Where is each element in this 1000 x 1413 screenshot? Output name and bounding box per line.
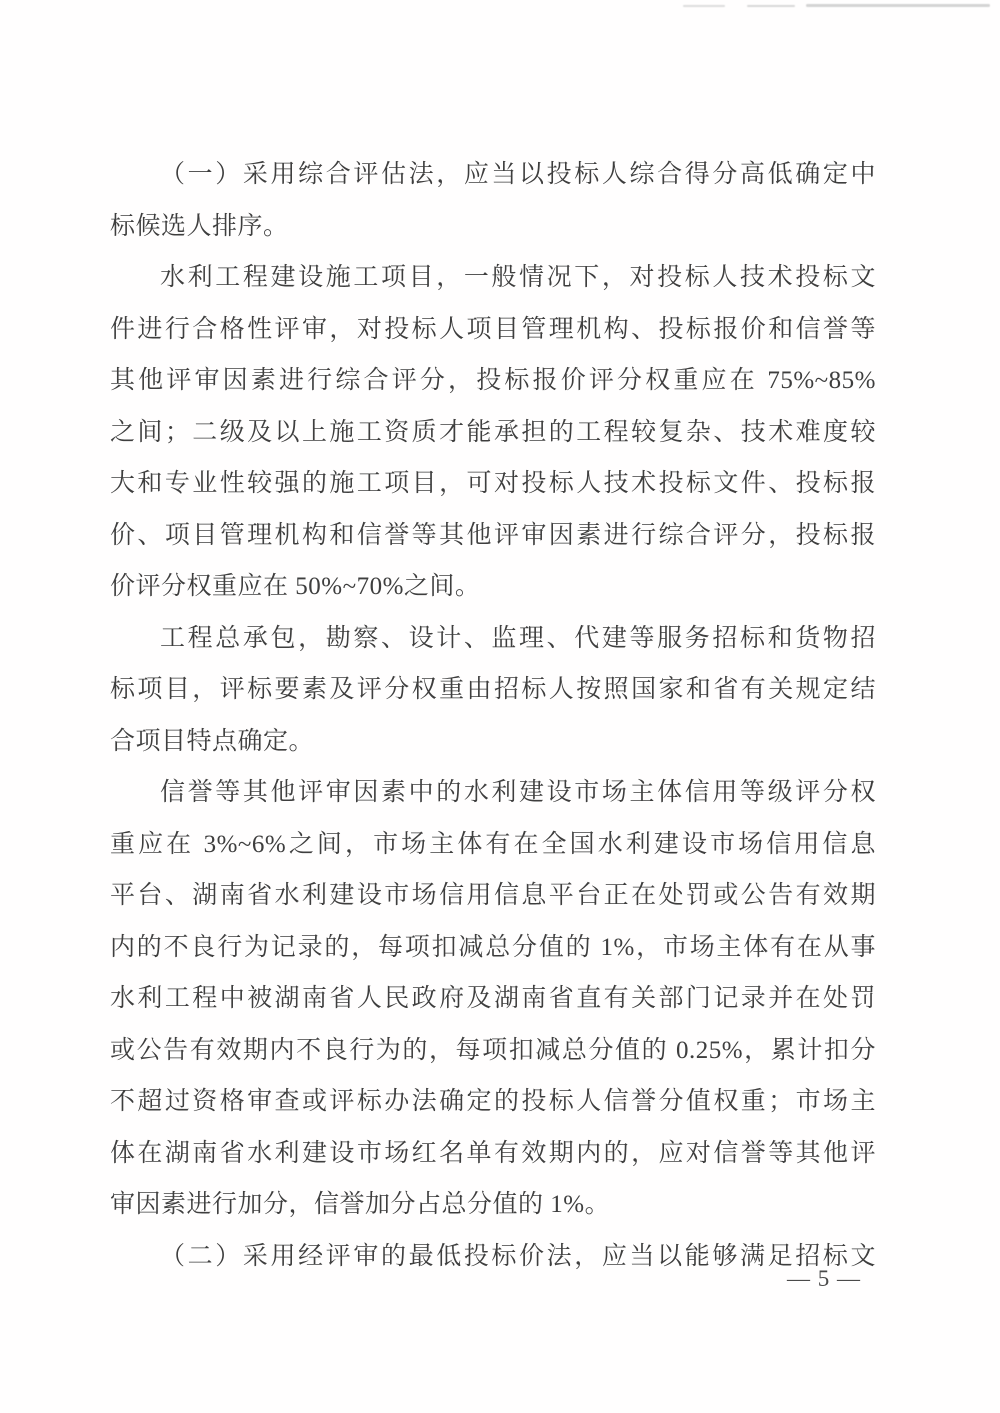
text-line: 重应在 3%~6%之间，市场主体有在全国水利建设市场信用信息 — [110, 830, 876, 858]
text-line: 件进行合格性评审，对投标人项目管理机构、投标报价和信誉等 — [110, 315, 876, 343]
body-text — [110, 149, 876, 1282]
scan-artifact — [683, 5, 725, 7]
text-line: 水利工程建设施工项目，一般情况下，对投标人技术投标文 — [160, 264, 876, 291]
text-line: 体在湖南省水利建设市场红名单有效期内的，应对信誉等其他评 — [110, 1139, 876, 1167]
text-line: 不超过资格审查或评标办法确定的投标人信誉分值权重；市场主 — [110, 1088, 876, 1115]
text-line: 水利工程中被湖南省人民政府及湖南省直有关部门记录并在处罚 — [110, 985, 876, 1012]
page-number: — 5 — — [787, 1266, 861, 1291]
text-line: 内的不良行为记录的，每项扣减总分值的 1%，市场主体有在从事 — [110, 933, 876, 961]
text-line: （一）采用综合评估法，应当以投标人综合得分高低确定中 — [160, 161, 876, 188]
text-line: 之间；二级及以上施工资质才能承担的工程较复杂、技术难度较 — [110, 418, 876, 446]
scan-artifact — [806, 4, 990, 7]
text-line: 平台、湖南省水利建设市场信用信息平台正在处罚或公告有效期 — [110, 882, 876, 909]
text-line: 标项目，评标要素及评分权重由招标人按照国家和省有关规定结 — [110, 676, 876, 703]
text-line: 合项目特点确定。 — [110, 727, 315, 755]
scan-artifact — [747, 5, 795, 7]
text-line: 大和专业性较强的施工项目，可对投标人技术投标文件、投标报 — [110, 470, 876, 497]
text-line: 价、项目管理机构和信誉等其他评审因素进行综合评分，投标报 — [110, 521, 876, 549]
text-line: 标候选人排序。 — [110, 212, 289, 240]
text-line: 工程总承包，勘察、设计、监理、代建等服务招标和货物招 — [160, 624, 876, 652]
text-line: 其他评审因素进行综合评分，投标报价评分权重应在 75%~85% — [110, 367, 876, 394]
text-line: 或公告有效期内不良行为的，每项扣减总分值的 0.25%，累计扣分 — [110, 1036, 876, 1064]
text-line: （二）采用经评审的最低投标价法，应当以能够满足招标文 — [160, 1242, 876, 1270]
text-line: 审因素进行加分，信誉加分占总分值的 1%。 — [110, 1191, 611, 1218]
text-line: 价评分权重应在 50%~70%之间。 — [110, 573, 481, 600]
text-line: 信誉等其他评审因素中的水利建设市场主体信用等级评分权 — [160, 779, 876, 806]
